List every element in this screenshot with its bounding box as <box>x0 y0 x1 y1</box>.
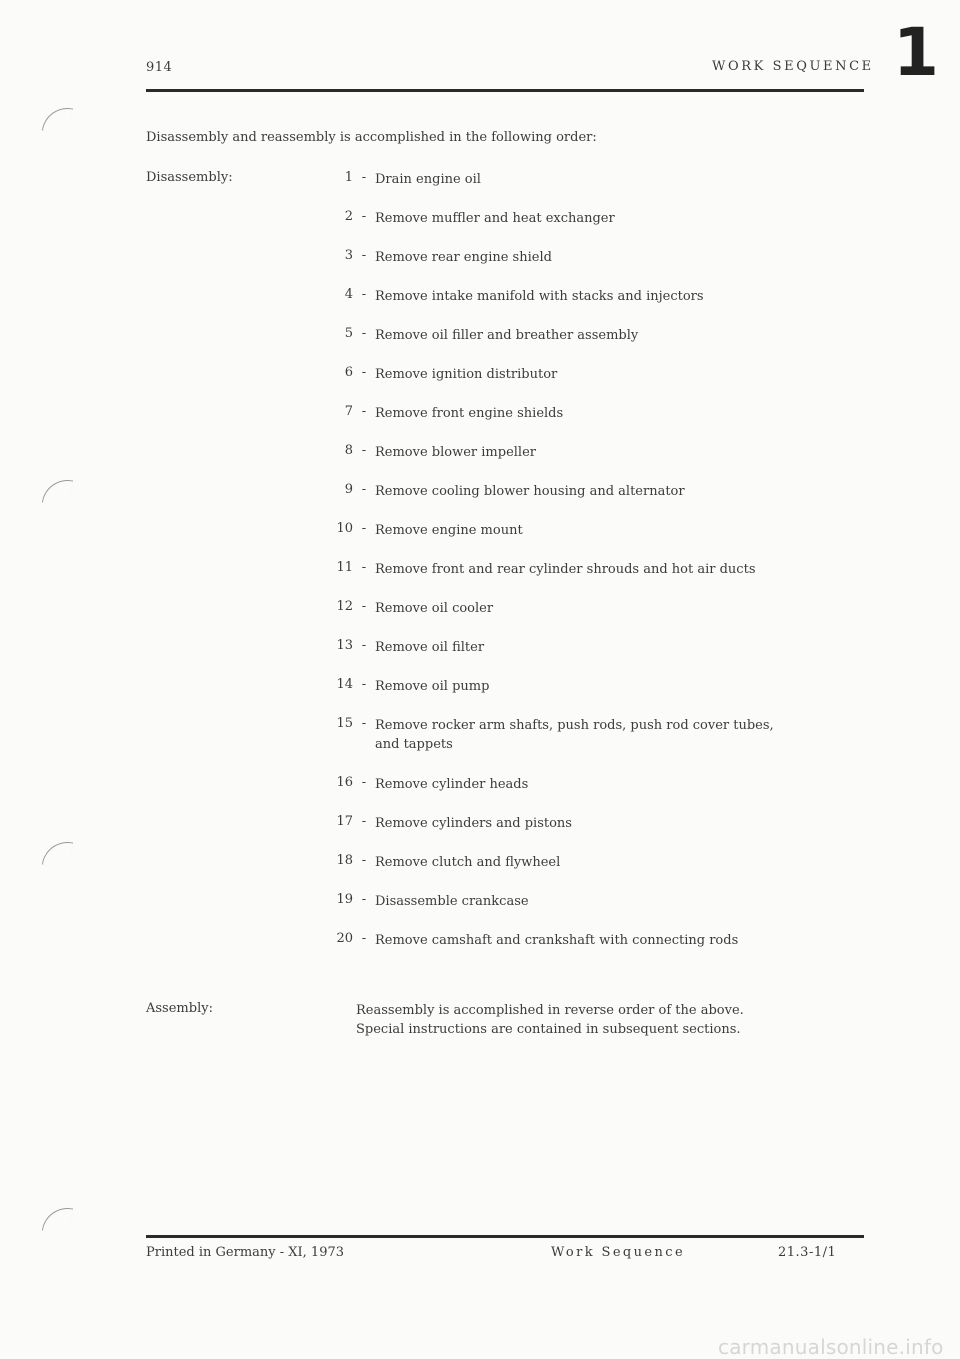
step-item <box>318 443 858 482</box>
step-number: 6 <box>344 365 353 380</box>
disassembly-steps <box>318 170 858 970</box>
step-number: 1 <box>344 170 353 185</box>
step-text <box>375 716 858 775</box>
binder-hole-mark <box>42 104 73 135</box>
step-text <box>375 443 858 482</box>
step-dash: - <box>361 482 367 497</box>
step-text-line: Remove oil cooler <box>375 601 494 616</box>
footer-section-title: Work Sequence <box>551 1245 686 1260</box>
binder-hole-mark <box>42 1204 73 1235</box>
step-item <box>318 931 858 970</box>
step-text <box>375 677 858 716</box>
step-text-line: Remove blower impeller <box>375 445 537 460</box>
step-text-line: Remove camshaft and crankshaft with connecting rods <box>375 933 739 948</box>
step-text-line: Remove clutch and flywheel <box>375 855 561 870</box>
step-text <box>375 931 858 970</box>
step-text-line: Drain engine oil <box>375 172 481 187</box>
assembly-line-2: Special instructions are contained in subsequent sections. <box>356 1022 741 1037</box>
step-item <box>318 560 858 599</box>
step-item <box>318 521 858 560</box>
step-text <box>375 814 858 853</box>
step-text-line: Remove oil filter <box>375 640 485 655</box>
step-dash: - <box>361 560 367 575</box>
step-number: 13 <box>336 638 353 653</box>
step-text <box>375 365 858 404</box>
step-item <box>318 209 858 248</box>
step-text-line: Remove front engine shields <box>375 406 564 421</box>
step-text <box>375 482 858 521</box>
page-reference: 21.3-1/1 <box>778 1245 837 1260</box>
step-number: 18 <box>336 853 353 868</box>
step-number: 8 <box>344 443 353 458</box>
step-text-line: Remove oil filler and breather assembly <box>375 328 639 343</box>
step-number: 16 <box>336 775 353 790</box>
step-text-line: Remove front and rear cylinder shrouds and hot air ducts <box>375 562 756 577</box>
step-text <box>375 775 858 814</box>
step-text <box>375 170 858 209</box>
section-number: 1 <box>893 14 939 91</box>
intro-text: Disassembly and reassembly is accomplished in the following order: <box>146 130 597 145</box>
step-text-line: Disassemble crankcase <box>375 894 529 909</box>
binder-hole-mark <box>42 838 73 869</box>
step-item <box>318 326 858 365</box>
step-number: 17 <box>336 814 353 829</box>
assembly-text <box>356 1001 836 1039</box>
assembly-line-1: Reassembly is accomplished in reverse order of the above. <box>356 1003 744 1018</box>
step-dash: - <box>361 326 367 341</box>
step-number: 12 <box>336 599 353 614</box>
step-dash: - <box>361 599 367 614</box>
page-title: WORK SEQUENCE <box>712 59 874 74</box>
step-item <box>318 248 858 287</box>
step-item <box>318 287 858 326</box>
step-text <box>375 560 858 599</box>
step-dash: - <box>361 853 367 868</box>
step-number: 3 <box>344 248 353 263</box>
step-text <box>375 209 858 248</box>
step-number: 5 <box>344 326 353 341</box>
step-number: 11 <box>336 560 353 575</box>
step-item <box>318 892 858 931</box>
step-dash: - <box>361 209 367 224</box>
step-text-line: Remove engine mount <box>375 523 523 538</box>
step-text-line: and tappets <box>375 737 453 752</box>
step-dash: - <box>361 443 367 458</box>
step-text <box>375 853 858 892</box>
step-dash: - <box>361 638 367 653</box>
disassembly-label: Disassembly: <box>146 170 233 185</box>
step-text <box>375 404 858 443</box>
step-number: 19 <box>336 892 353 907</box>
step-number: 2 <box>344 209 353 224</box>
step-dash: - <box>361 814 367 829</box>
step-text-line: Remove ignition distributor <box>375 367 558 382</box>
step-dash: - <box>361 521 367 536</box>
step-item <box>318 638 858 677</box>
step-text-line: Remove cooling blower housing and alternator <box>375 484 685 499</box>
step-number: 7 <box>344 404 353 419</box>
step-dash: - <box>361 677 367 692</box>
step-text <box>375 892 858 931</box>
footer-rule <box>146 1235 864 1238</box>
model-number: 914 <box>146 60 173 75</box>
step-text-line: Remove rocker arm shafts, push rods, push rod cover tubes, <box>375 718 774 733</box>
step-dash: - <box>361 170 367 185</box>
step-text <box>375 638 858 677</box>
step-number: 10 <box>336 521 353 536</box>
print-info: Printed in Germany - XI, 1973 <box>146 1245 345 1260</box>
step-dash: - <box>361 892 367 907</box>
step-item <box>318 365 858 404</box>
step-number: 14 <box>336 677 353 692</box>
step-text-line: Remove muffler and heat exchanger <box>375 211 615 226</box>
step-item <box>318 716 858 775</box>
step-text-line: Remove cylinders and pistons <box>375 816 572 831</box>
step-item <box>318 853 858 892</box>
step-item <box>318 814 858 853</box>
step-number: 15 <box>336 716 353 731</box>
step-text-line: Remove oil pump <box>375 679 490 694</box>
step-dash: - <box>361 404 367 419</box>
header-rule <box>146 89 864 92</box>
step-text <box>375 287 858 326</box>
step-dash: - <box>361 248 367 263</box>
watermark: carmanualsonline.info <box>718 1335 944 1359</box>
step-text <box>375 521 858 560</box>
step-text <box>375 326 858 365</box>
step-text <box>375 248 858 287</box>
step-item <box>318 775 858 814</box>
binder-hole-mark <box>42 476 73 507</box>
step-item <box>318 170 858 209</box>
step-dash: - <box>361 287 367 302</box>
step-item <box>318 482 858 521</box>
step-dash: - <box>361 931 367 946</box>
step-text-line: Remove rear engine shield <box>375 250 552 265</box>
step-dash: - <box>361 716 367 731</box>
assembly-label: Assembly: <box>146 1001 213 1016</box>
step-number: 20 <box>336 931 353 946</box>
step-number: 9 <box>344 482 353 497</box>
step-dash: - <box>361 775 367 790</box>
step-item <box>318 599 858 638</box>
step-text-line: Remove cylinder heads <box>375 777 529 792</box>
step-text <box>375 599 858 638</box>
step-item <box>318 677 858 716</box>
step-text-line: Remove intake manifold with stacks and injectors <box>375 289 704 304</box>
step-item <box>318 404 858 443</box>
step-number: 4 <box>344 287 353 302</box>
step-dash: - <box>361 365 367 380</box>
